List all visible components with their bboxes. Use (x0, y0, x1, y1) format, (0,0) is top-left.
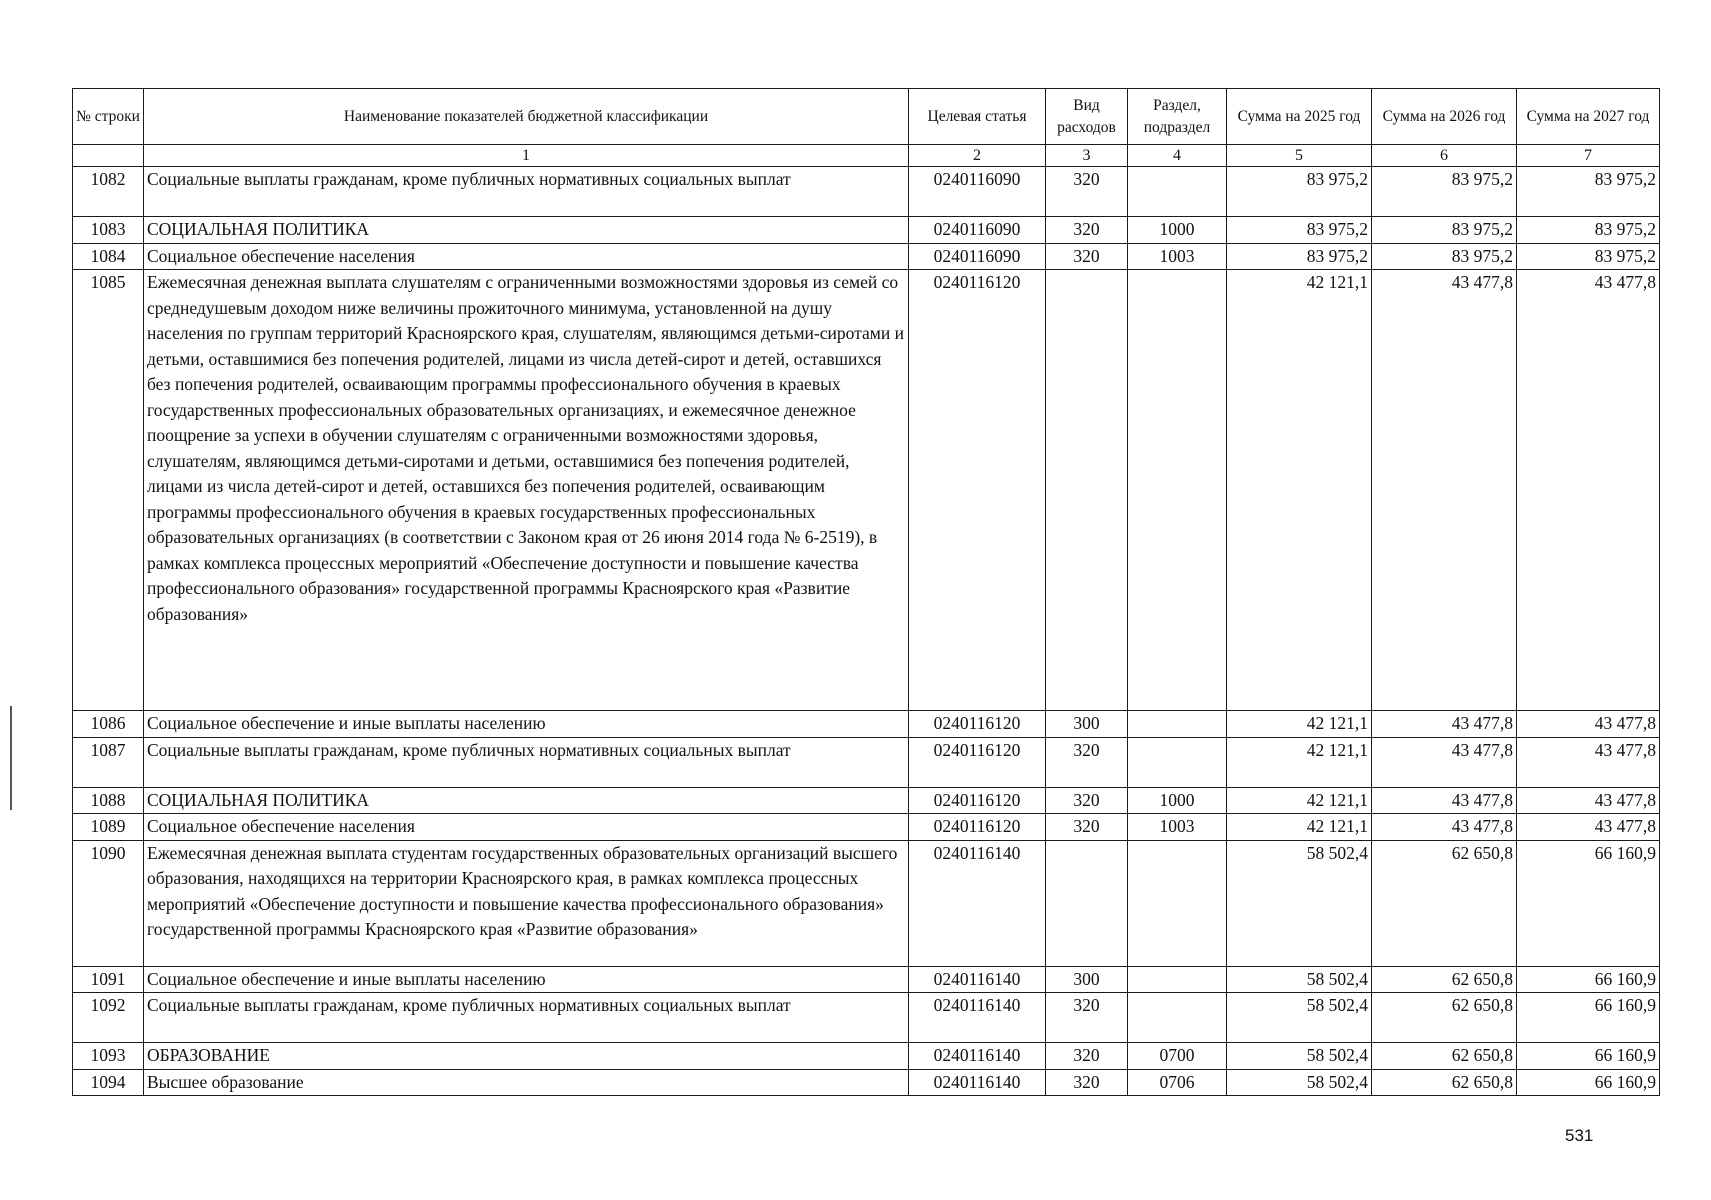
sum-2025-cell: 83 975,2 (1227, 167, 1372, 217)
table-row (73, 711, 1660, 738)
table-row (73, 966, 1660, 993)
table-row (73, 737, 1660, 787)
target-article-cell: 0240116120 (909, 814, 1046, 841)
section-cell: 1000 (1128, 217, 1227, 244)
target-article-cell: 0240116140 (909, 840, 1046, 966)
section-cell: 0706 (1128, 1069, 1227, 1096)
expense-type-cell: 320 (1046, 737, 1128, 787)
table-row (73, 270, 1660, 711)
sum-2026-cell: 62 650,8 (1372, 1069, 1517, 1096)
section-cell (1128, 993, 1227, 1043)
header-sum-2026: Сумма на 2026 год (1372, 89, 1517, 145)
row-number-cell: 1089 (73, 814, 144, 841)
target-article-cell: 0240116140 (909, 1043, 1046, 1070)
column-number: 1 (144, 145, 909, 167)
sum-2026-cell: 62 650,8 (1372, 966, 1517, 993)
target-article-cell: 0240116120 (909, 711, 1046, 738)
table-row (73, 1043, 1660, 1070)
sum-2027-cell: 83 975,2 (1517, 167, 1660, 217)
indicator-name-cell: Ежемесячная денежная выплата слушателям с ограниченными возможностями здоровья из семей со среднедушевым доходом ниже величины прожиточного минимума, установленной на душу населения по группам территорий Красноярского края, слушателям, являющимся детьми-сиротами и детьми, оставшимися без попечения родителей, лицами из числа детей-сирот и детей, оставшихся без попечения родителей, осваивающим программы профессионального обучения в краевых государственных профессиональных образовательных организациях, и ежемесячное денежное поощрение за успехи в обучении слушателям с ограниченными возможностями здоровья, слушателям, являющимся детьми-сиротами и детьми, оставшимися без попечения родителей, лицами из числа детей-сирот и детей, оставшихся без попечения родителей, осваивающим программы профессионального обучения в краевых государственных профессиональных образовательных организациях (в соответствии с Законом края от 26 июня 2014 года № 6-2519), в рамках комплекса процессных мероприятий «Обеспечение доступности и повышение качества профессионального образования» государственной программы Красноярского края «Развитие образования» (144, 270, 909, 711)
indicator-name-cell: Социальные выплаты гражданам, кроме публичных нормативных социальных выплат (144, 737, 909, 787)
sum-2025-cell: 58 502,4 (1227, 1043, 1372, 1070)
row-number-cell: 1090 (73, 840, 144, 966)
row-number-cell: 1093 (73, 1043, 144, 1070)
sum-2025-cell: 58 502,4 (1227, 993, 1372, 1043)
budget-table (72, 88, 1660, 1096)
target-article-cell: 0240116140 (909, 966, 1046, 993)
sum-2025-cell: 42 121,1 (1227, 270, 1372, 711)
sum-2027-cell: 83 975,2 (1517, 217, 1660, 244)
section-cell (1128, 840, 1227, 966)
section-cell: 1000 (1128, 787, 1227, 814)
sum-2025-cell: 83 975,2 (1227, 243, 1372, 270)
expense-type-cell: 320 (1046, 1043, 1128, 1070)
section-cell (1128, 966, 1227, 993)
header-name: Наименование показателей бюджетной классификации (144, 89, 909, 145)
sum-2026-cell: 43 477,8 (1372, 737, 1517, 787)
indicator-name-cell: СОЦИАЛЬНАЯ ПОЛИТИКА (144, 217, 909, 244)
row-number-cell: 1086 (73, 711, 144, 738)
column-number: 2 (909, 145, 1046, 167)
column-number: 7 (1517, 145, 1660, 167)
table-row (73, 993, 1660, 1043)
sum-2026-cell: 43 477,8 (1372, 814, 1517, 841)
row-number-cell: 1092 (73, 993, 144, 1043)
section-cell (1128, 270, 1227, 711)
sum-2027-cell: 83 975,2 (1517, 243, 1660, 270)
row-number-cell: 1082 (73, 167, 144, 217)
table-row (73, 1069, 1660, 1096)
target-article-cell: 0240116090 (909, 217, 1046, 244)
table-row (73, 243, 1660, 270)
header-expense-type: Вид расходов (1046, 89, 1128, 145)
target-article-cell: 0240116140 (909, 993, 1046, 1043)
column-number: 3 (1046, 145, 1128, 167)
row-number-cell: 1087 (73, 737, 144, 787)
header-target: Целевая статья (909, 89, 1046, 145)
sum-2025-cell: 58 502,4 (1227, 840, 1372, 966)
section-cell (1128, 737, 1227, 787)
expense-type-cell: 320 (1046, 167, 1128, 217)
sum-2026-cell: 43 477,8 (1372, 787, 1517, 814)
section-cell: 1003 (1128, 814, 1227, 841)
sum-2027-cell: 43 477,8 (1517, 787, 1660, 814)
target-article-cell: 0240116120 (909, 270, 1046, 711)
row-number-cell: 1085 (73, 270, 144, 711)
table-body (73, 167, 1660, 1096)
expense-type-cell: 320 (1046, 1069, 1128, 1096)
margin-mark (10, 706, 12, 810)
expense-type-cell: 320 (1046, 993, 1128, 1043)
indicator-name-cell: Социальное обеспечение и иные выплаты населению (144, 966, 909, 993)
column-number-row (73, 145, 1660, 167)
indicator-name-cell: Ежемесячная денежная выплата студентам государственных образовательных организаций высшего образования, находящихся на территории Красноярского края, в рамках комплекса процессных мероприятий «Обеспечение доступности и повышение качества профессионального образования» государственной программы Красноярского края «Развитие образования» (144, 840, 909, 966)
sum-2025-cell: 58 502,4 (1227, 1069, 1372, 1096)
row-number-cell: 1088 (73, 787, 144, 814)
sum-2026-cell: 83 975,2 (1372, 243, 1517, 270)
indicator-name-cell: Социальное обеспечение и иные выплаты населению (144, 711, 909, 738)
column-number: 6 (1372, 145, 1517, 167)
expense-type-cell: 320 (1046, 814, 1128, 841)
sum-2025-cell: 83 975,2 (1227, 217, 1372, 244)
target-article-cell: 0240116140 (909, 1069, 1046, 1096)
expense-type-cell: 320 (1046, 787, 1128, 814)
row-number-cell: 1094 (73, 1069, 144, 1096)
expense-type-cell: 300 (1046, 966, 1128, 993)
header-section: Раздел, подраздел (1128, 89, 1227, 145)
row-number-cell: 1091 (73, 966, 144, 993)
expense-type-cell (1046, 270, 1128, 711)
sum-2025-cell: 42 121,1 (1227, 814, 1372, 841)
expense-type-cell: 300 (1046, 711, 1128, 738)
sum-2026-cell: 62 650,8 (1372, 840, 1517, 966)
expense-type-cell: 320 (1046, 243, 1128, 270)
target-article-cell: 0240116090 (909, 243, 1046, 270)
page-number: 531 (1565, 1126, 1594, 1145)
section-cell: 1003 (1128, 243, 1227, 270)
sum-2027-cell: 43 477,8 (1517, 814, 1660, 841)
sum-2025-cell: 42 121,1 (1227, 711, 1372, 738)
target-article-cell: 0240116120 (909, 737, 1046, 787)
sum-2027-cell: 66 160,9 (1517, 966, 1660, 993)
sum-2025-cell: 58 502,4 (1227, 966, 1372, 993)
sum-2027-cell: 66 160,9 (1517, 993, 1660, 1043)
sum-2025-cell: 42 121,1 (1227, 787, 1372, 814)
section-cell (1128, 711, 1227, 738)
sum-2025-cell: 42 121,1 (1227, 737, 1372, 787)
column-number (73, 145, 144, 167)
table-row (73, 167, 1660, 217)
target-article-cell: 0240116090 (909, 167, 1046, 217)
section-cell: 0700 (1128, 1043, 1227, 1070)
indicator-name-cell: Социальные выплаты гражданам, кроме публичных нормативных социальных выплат (144, 167, 909, 217)
expense-type-cell (1046, 840, 1128, 966)
indicator-name-cell: Социальное обеспечение населения (144, 243, 909, 270)
indicator-name-cell: Социальное обеспечение населения (144, 814, 909, 841)
sum-2026-cell: 83 975,2 (1372, 217, 1517, 244)
sum-2027-cell: 66 160,9 (1517, 840, 1660, 966)
indicator-name-cell: ОБРАЗОВАНИЕ (144, 1043, 909, 1070)
sum-2027-cell: 43 477,8 (1517, 270, 1660, 711)
header-row (73, 89, 1660, 145)
table-row (73, 840, 1660, 966)
table-row (73, 217, 1660, 244)
sum-2027-cell: 43 477,8 (1517, 737, 1660, 787)
sum-2027-cell: 43 477,8 (1517, 711, 1660, 738)
section-cell (1128, 167, 1227, 217)
column-number: 5 (1227, 145, 1372, 167)
sum-2026-cell: 43 477,8 (1372, 711, 1517, 738)
sum-2026-cell: 43 477,8 (1372, 270, 1517, 711)
header-row-no: № строки (73, 89, 144, 145)
indicator-name-cell: Высшее образование (144, 1069, 909, 1096)
column-number: 4 (1128, 145, 1227, 167)
table-row (73, 814, 1660, 841)
sum-2026-cell: 62 650,8 (1372, 1043, 1517, 1070)
sum-2027-cell: 66 160,9 (1517, 1043, 1660, 1070)
header-sum-2027: Сумма на 2027 год (1517, 89, 1660, 145)
row-number-cell: 1084 (73, 243, 144, 270)
target-article-cell: 0240116120 (909, 787, 1046, 814)
header-sum-2025: Сумма на 2025 год (1227, 89, 1372, 145)
row-number-cell: 1083 (73, 217, 144, 244)
indicator-name-cell: СОЦИАЛЬНАЯ ПОЛИТИКА (144, 787, 909, 814)
expense-type-cell: 320 (1046, 217, 1128, 244)
table-row (73, 787, 1660, 814)
sum-2026-cell: 62 650,8 (1372, 993, 1517, 1043)
sum-2027-cell: 66 160,9 (1517, 1069, 1660, 1096)
sum-2026-cell: 83 975,2 (1372, 167, 1517, 217)
indicator-name-cell: Социальные выплаты гражданам, кроме публичных нормативных социальных выплат (144, 993, 909, 1043)
